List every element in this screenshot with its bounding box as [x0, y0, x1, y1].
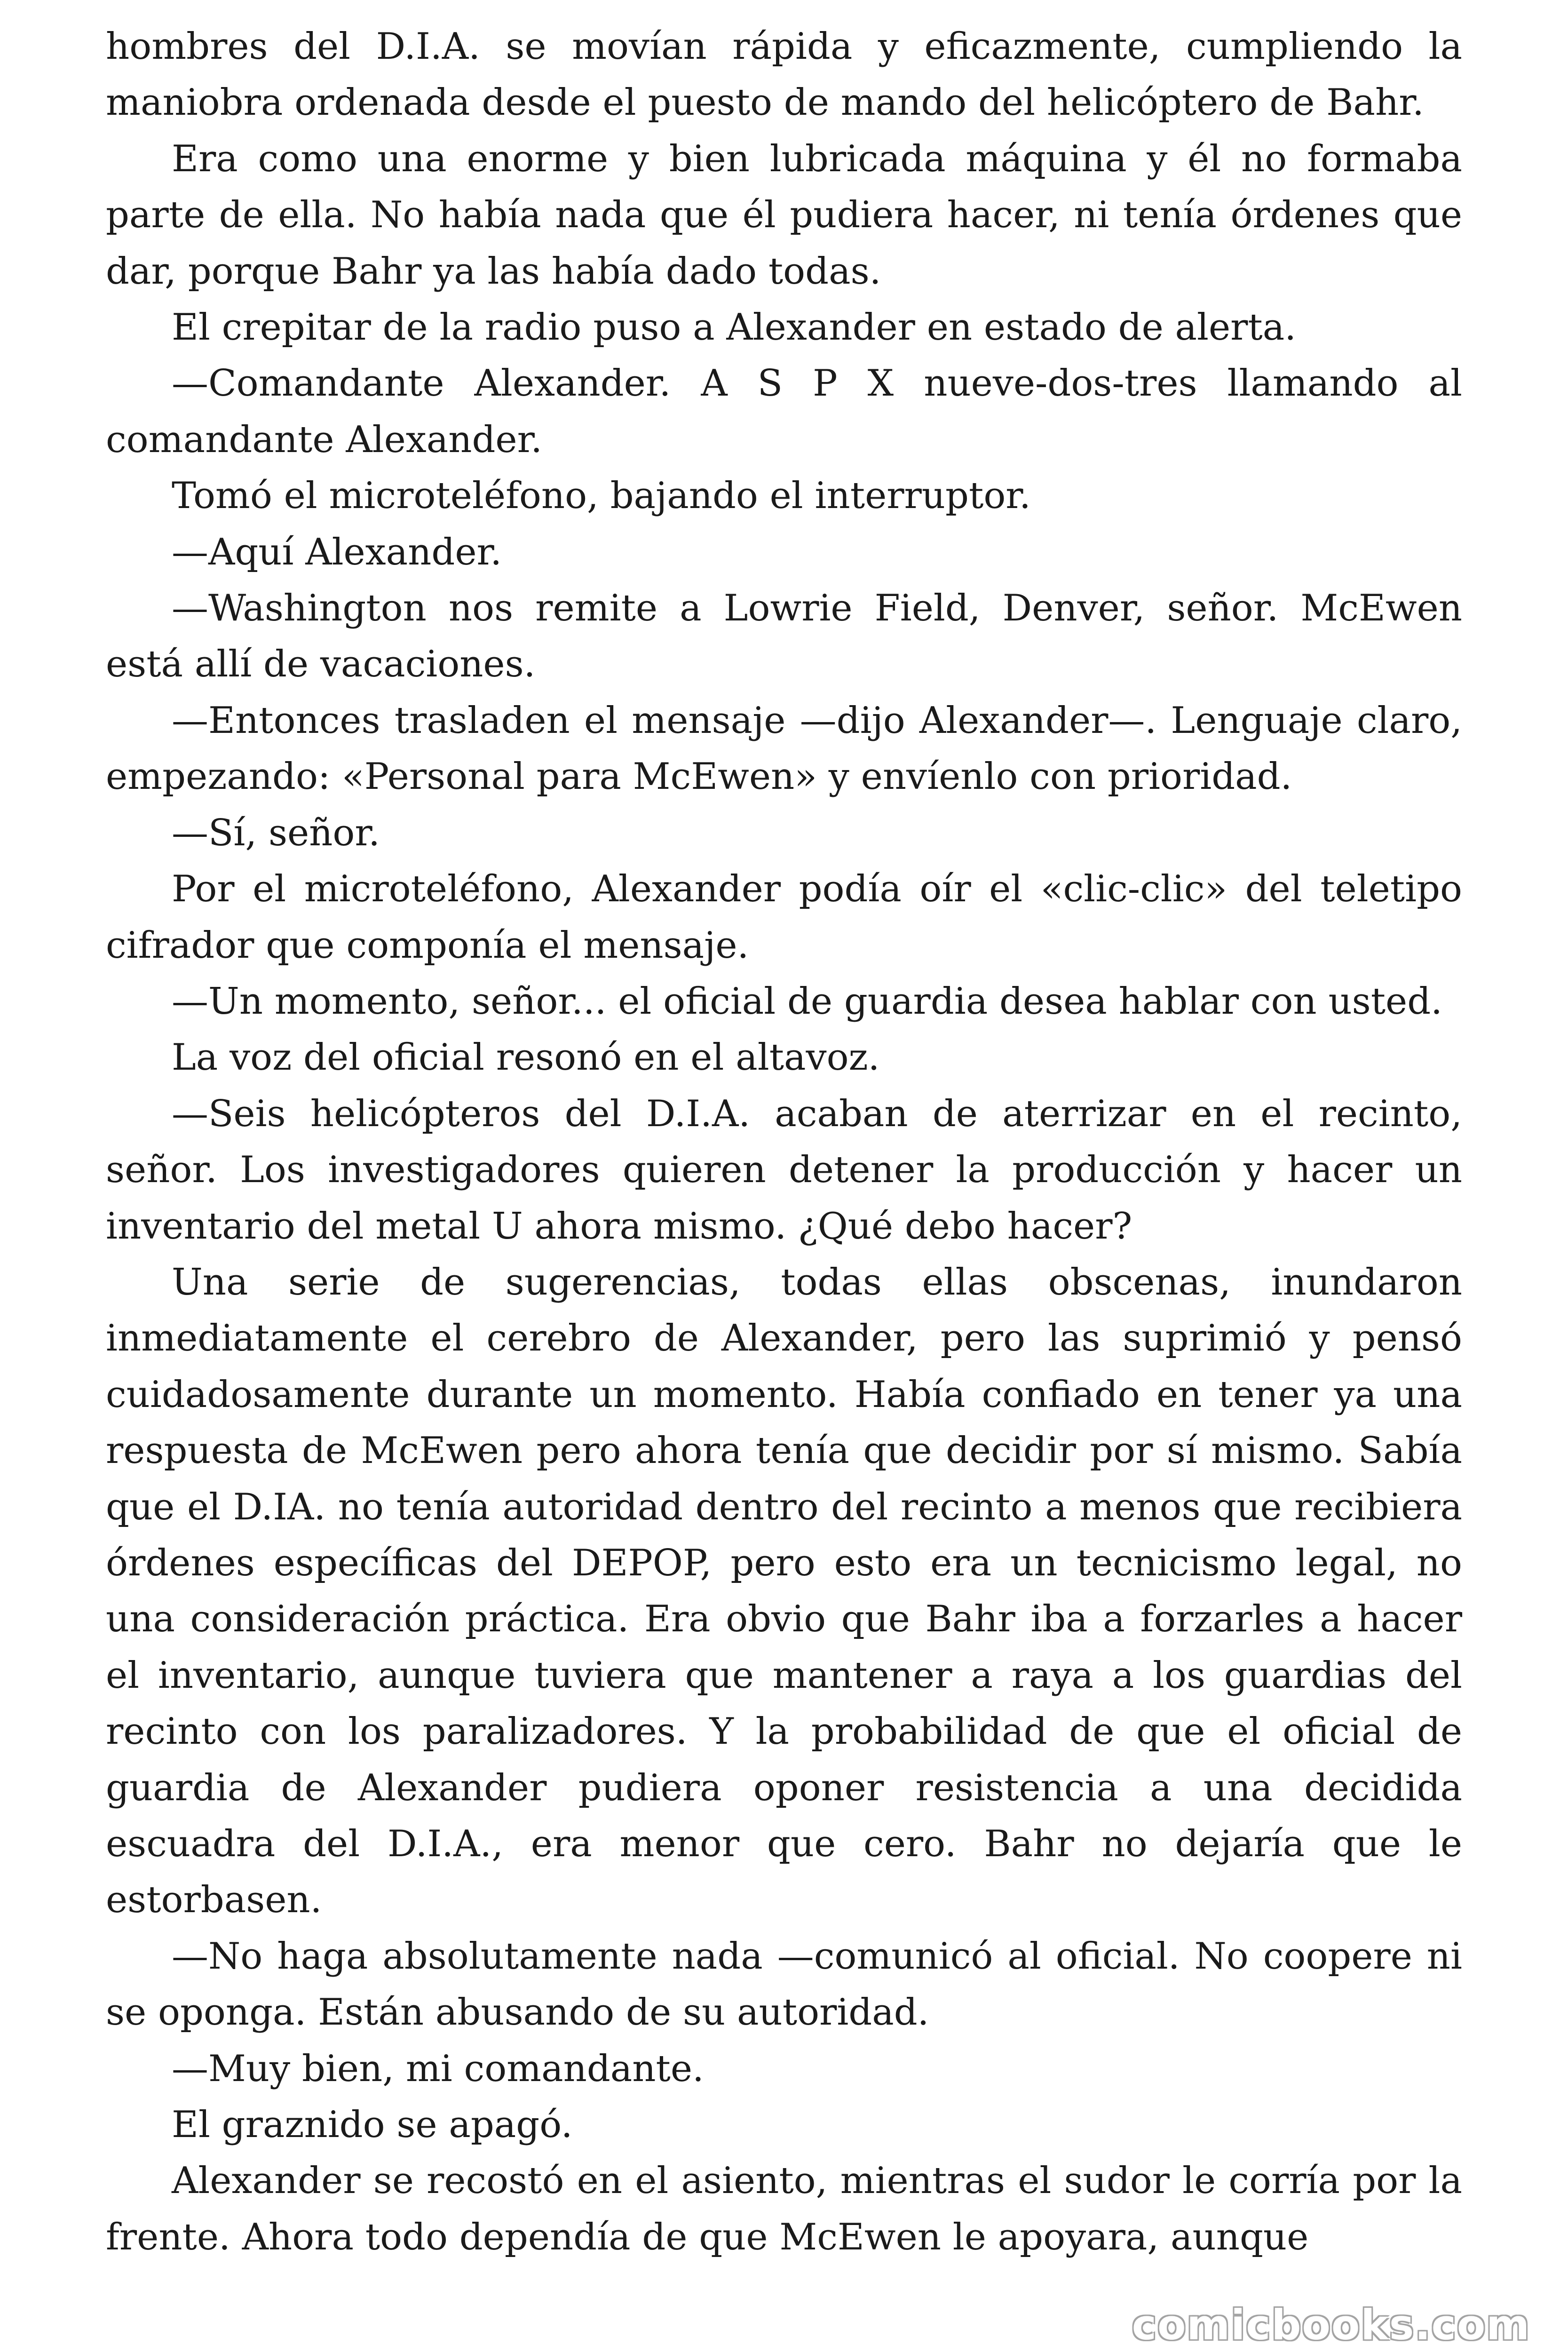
- paragraph: Era como una enorme y bien lubricada máquina y él no formaba parte de ella. No había nada que él pudiera hacer, ni tenía órdenes que dar, porque Bahr ya las había dado todas.: [106, 137, 1462, 293]
- paragraph: Alexander se recostó en el asiento, mientras el sudor le corría por la frente. Ahora todo dependía de que McEwen le apoyara, aunque: [106, 2160, 1462, 2258]
- paragraph: —Washington nos remite a Lowrie Field, Denver, señor. McEwen está allí de vacaciones.: [106, 587, 1462, 686]
- paragraph: hombres del D.I.A. se movían rápida y eficazmente, cumpliendo la maniobra ordenada desde el puesto de mando del helicóptero de Bahr.: [106, 25, 1462, 124]
- paragraph: —Seis helicópteros del D.I.A. acaban de aterrizar en el recinto, señor. Los investigadores quieren detener la producción y hacer un inventario del metal U ahora mismo. ¿Qué debo hacer?: [106, 1092, 1462, 1248]
- paragraph: Una serie de sugerencias, todas ellas obscenas, inundaron inmediatamente el cerebro de Alexander, pero las suprimió y pensó cuidadosamente durante un momento. Había confiado en tener ya una respuesta de McEwen pero ahora tenía que decidir por sí mismo. Sabía que el D.IA. no tenía autoridad dentro del recinto a menos que recibiera órdenes específicas del DEPOP, pero esto era un tecnicismo legal, no una consideración práctica. Era obvio que Bahr iba a forzarles a hacer el inventario, aunque tuviera que mantener a raya a los guardias del recinto con los paralizadores. Y la probabilidad de que el oficial de guardia de Alexander pudiera oponer resistencia a una decidida escuadra del D.I.A., era menor que cero. Bahr no dejaría que le estorbasen.: [106, 1261, 1462, 1922]
- paragraph: —Entonces trasladen el mensaje —dijo Alexander—. Lenguaje claro, empezando: «Personal para McEwen» y envíenlo con prioridad.: [106, 699, 1462, 798]
- paragraph: —Sí, señor.: [172, 811, 380, 854]
- watermark: comicbooks.com: [1132, 2301, 1530, 2349]
- paragraph: —Muy bien, mi comandante.: [172, 2047, 704, 2090]
- book-page: [106, 19, 1462, 2333]
- paragraph: La voz del oficial resonó en el altavoz.: [172, 1036, 880, 1079]
- paragraph: Tomó el microteléfono, bajando el interruptor.: [172, 475, 1031, 517]
- paragraph: —Un momento, señor... el oficial de guardia desea hablar con usted.: [172, 980, 1442, 1023]
- paragraph: Por el microteléfono, Alexander podía oír el «clic-clic» del teletipo cifrador que componía el mensaje.: [106, 868, 1462, 967]
- paragraph: —Aquí Alexander.: [172, 531, 502, 573]
- paragraph: —No haga absolutamente nada —comunicó al oficial. No coopere ni se oponga. Están abusando de su autoridad.: [106, 1935, 1462, 2034]
- paragraph: El crepitar de la radio puso a Alexander en estado de alerta.: [172, 306, 1297, 349]
- paragraph: —Comandante Alexander. A S P X nueve-dos-tres llamando al comandante Alexander.: [106, 362, 1462, 461]
- paragraph: El graznido se apagó.: [172, 2104, 573, 2146]
